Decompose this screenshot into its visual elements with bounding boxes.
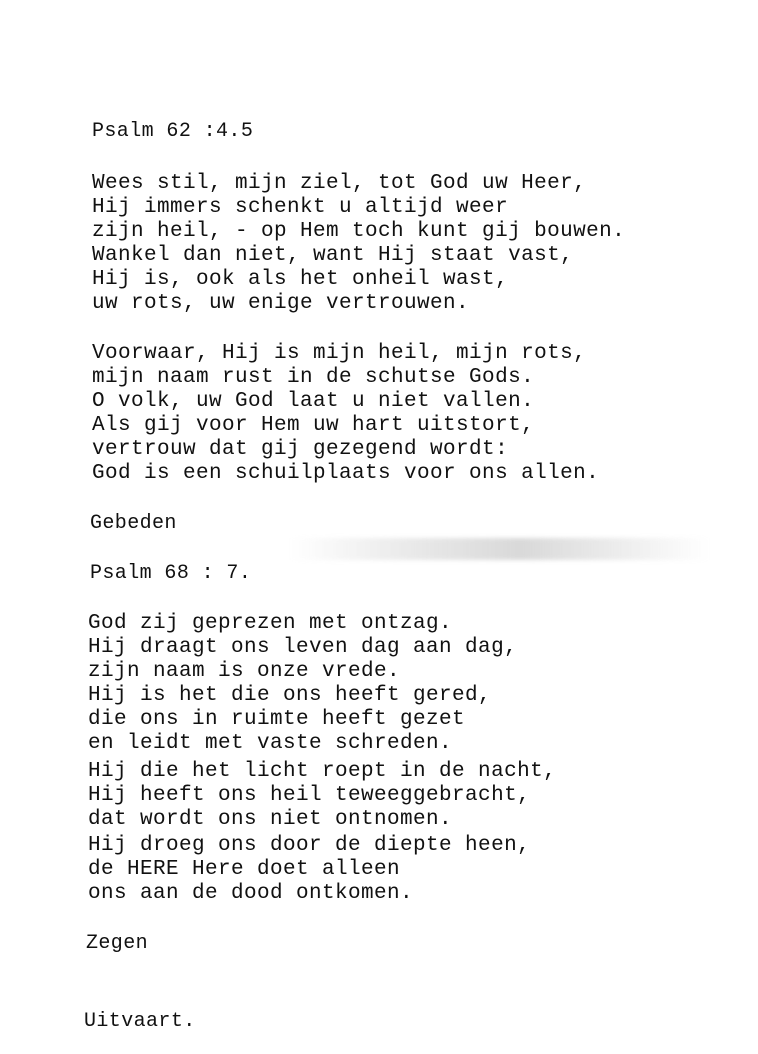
psalm-62-line: Hij immers schenkt u altijd weer — [92, 196, 509, 219]
psalm-68-line: dat wordt ons niet ontnomen. — [88, 808, 453, 831]
psalm-62-line: mijn naam rust in de schutse Gods. — [92, 366, 535, 389]
psalm-68-line: die ons in ruimte heeft gezet — [88, 708, 466, 731]
psalm-68-line: de HERE Here doet alleen — [88, 858, 401, 881]
funeral-heading: Uitvaart. — [84, 1010, 196, 1033]
psalm-62-line: zijn heil, - op Hem toch kunt gij bouwen. — [92, 220, 626, 243]
psalm-62-line: vertrouw dat gij gezegend wordt: — [92, 438, 509, 461]
psalm-62-line: Voorwaar, Hij is mijn heil, mijn rots, — [92, 342, 587, 365]
psalm-62-line: Wees stil, mijn ziel, tot God uw Heer, — [92, 172, 587, 195]
psalm-62-line: uw rots, uw enige vertrouwen. — [92, 292, 470, 315]
psalm-68-line: ons aan de dood ontkomen. — [88, 882, 414, 905]
psalm-62-heading: Psalm 62 :4.5 — [92, 120, 254, 143]
psalm-68-line: Hij draagt ons leven dag aan dag, — [88, 636, 518, 659]
psalm-62-line: God is een schuilplaats voor ons allen. — [92, 462, 600, 485]
prayers-heading: Gebeden — [90, 512, 177, 535]
psalm-68-line: en leidt met vaste schreden. — [88, 732, 453, 755]
psalm-68-line: God zij geprezen met ontzag. — [88, 612, 453, 635]
psalm-62-line: Hij is, ook als het onheil wast, — [92, 268, 509, 291]
psalm-68-line: Hij die het licht roept in de nacht, — [88, 760, 557, 783]
psalm-68-line: Hij is het die ons heeft gered, — [88, 684, 492, 707]
psalm-68-line: zijn naam is onze vrede. — [88, 660, 401, 683]
scan-smudge — [290, 538, 710, 560]
psalm-68-line: Hij droeg ons door de diepte heen, — [88, 834, 531, 857]
blessing-heading: Zegen — [86, 932, 149, 955]
psalm-62-line: Als gij voor Hem uw hart uitstort, — [92, 414, 535, 437]
psalm-62-line: Wankel dan niet, want Hij staat vast, — [92, 244, 574, 267]
psalm-68-line: Hij heeft ons heil teweeggebracht, — [88, 784, 531, 807]
psalm-62-line: O volk, uw God laat u niet vallen. — [92, 390, 535, 413]
psalm-68-heading: Psalm 68 : 7. — [90, 562, 252, 585]
